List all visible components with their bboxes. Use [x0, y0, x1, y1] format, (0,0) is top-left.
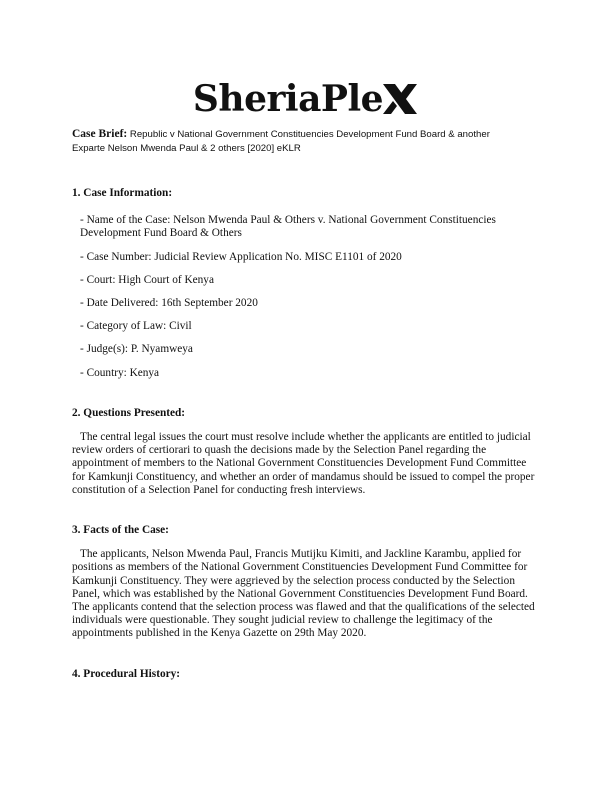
court-item: - Court: High Court of Kenya — [80, 273, 214, 286]
date-item: - Date Delivered: 16th September 2020 — [80, 297, 258, 310]
section-heading: 1. Case Information: — [72, 187, 173, 199]
section-heading: 2. Questions Presented: — [72, 406, 186, 419]
logo-text: SheriaPle — [192, 78, 384, 120]
case-brief-title — [72, 127, 542, 156]
case-number-item: - Case Number: Judicial Review Application No. MISC E1101 of 2020 — [80, 250, 402, 263]
section-questions-presented — [72, 407, 542, 497]
case-brief-line2: Exparte Nelson Mwenda Paul & 2 others [2020] eKLR — [72, 143, 301, 154]
section-heading: 4. Procedural History: — [72, 667, 181, 680]
document-body — [72, 187, 542, 681]
logo-x-mark-icon — [381, 82, 419, 116]
section-heading: 3. Facts of the Case: — [72, 524, 169, 537]
facts-paragraph: The applicants, Nelson Mwenda Paul, Francis Mutijku Kimiti, and Jackline Karambu, applied for positions as members of the National Government Constituencies Development Fund Committee for Kamkunji Constituency. They were aggrieved by the selection process conducted by the Selection Panel, which was established by the National Government Constituencies Development Fund Board. The applicants contend that the selection process was flawed and that the qualifications of the selected individuals were questionable. They sought judicial review to challenge the legitimacy of the appointments published in the Kenya Gazette on 29th May 2020. — [72, 548, 535, 640]
questions-paragraph: The central legal issues the court must resolve include whether the applicants are entitled to judicial review orders of certiorari to quash the decisions made by the Selection Panel regarding the appointment of members to the National Government Constituencies Development Fund Committee for Kamkunji Constituency, and whether an order of mandamus should be issued to compel the proper constitution of a Selection Panel for conducting fresh interviews. — [72, 431, 535, 496]
case-name-item: - Name of the Case: Nelson Mwenda Paul & Others v. National Government Constituencies Development Fund Board & Others — [80, 214, 496, 240]
country-item: - Country: Kenya — [80, 366, 160, 379]
logo — [0, 74, 612, 124]
section-case-information — [72, 187, 542, 380]
case-brief-text: Republic v National Government Constituencies Development Fund Board & another — [129, 129, 490, 140]
section-procedural-history — [72, 668, 542, 681]
judge-item: - Judge(s): P. Nyamweya — [80, 343, 193, 356]
category-item: - Category of Law: Civil — [80, 320, 192, 333]
case-brief-label: Case Brief: — [72, 128, 128, 140]
section-facts — [72, 524, 542, 641]
